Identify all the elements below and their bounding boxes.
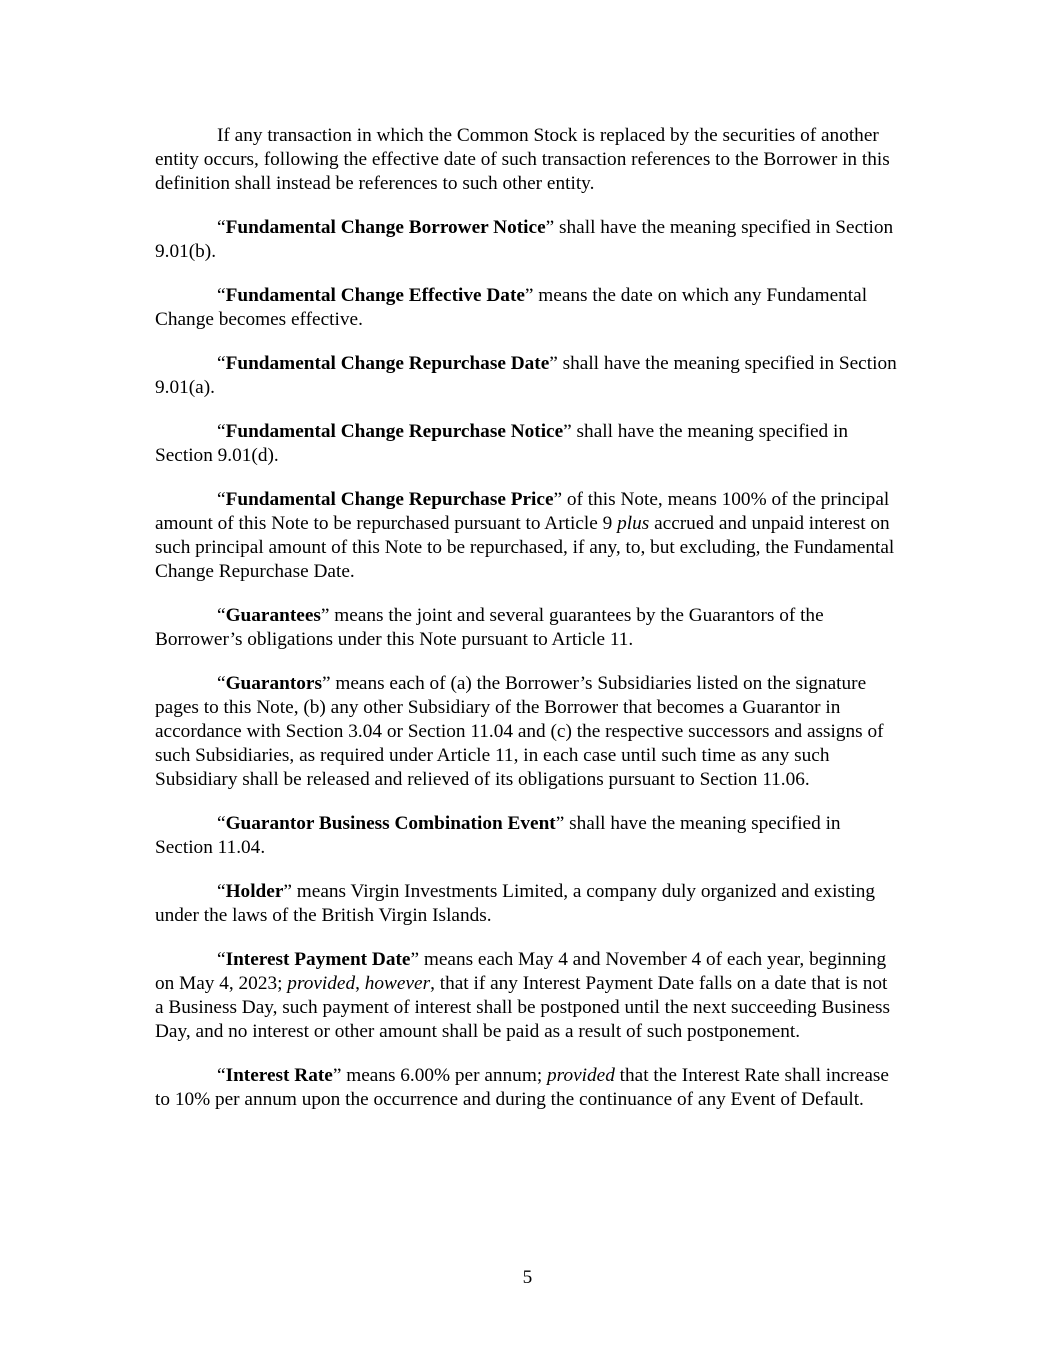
defined-term: Fundamental Change Effective Date: [225, 285, 525, 306]
emphasis-text: provided: [287, 973, 356, 994]
open-quote: “: [217, 1065, 226, 1086]
paragraph-text: If any transaction in which the Common Stock is replaced by the securities of another entity occurs, following the effective date of such transaction references to the Borrower in this definition shall instead be references to such other entity.: [155, 125, 890, 194]
definition-text: ” means each May 4 and November 4 of each year, beginning on May 4, 2023;: [155, 949, 887, 994]
definition-text: ” means 6.00% per annum;: [332, 1065, 548, 1086]
defined-term: Interest Rate: [225, 1065, 333, 1086]
definition-text: ” shall have the meaning specified in Section 9.01(d).: [155, 421, 849, 466]
open-quote: “: [217, 421, 226, 442]
definition-text: ,: [355, 973, 365, 994]
definition-text: ” shall have the meaning specified in Section 11.04.: [155, 813, 841, 858]
paragraph-common-stock-replacement: [155, 124, 900, 196]
defined-term: Guarantors: [225, 673, 322, 694]
definition-fundamental-change-repurchase-date: [155, 352, 900, 400]
defined-term: Guarantor Business Combination Event: [225, 813, 556, 834]
open-quote: “: [217, 489, 226, 510]
defined-term: Fundamental Change Repurchase Notice: [225, 421, 564, 442]
definition-text: ” shall have the meaning specified in Section 9.01(a).: [155, 353, 897, 398]
definition-fundamental-change-borrower-notice: [155, 216, 900, 264]
definition-interest-rate: [155, 1064, 900, 1112]
definition-text: , that if any Interest Payment Date falls on a date that is not a Business Day, such payment of interest shall be postponed until the next succeeding Business Day, and no interest or other amount shall be paid as a result of such postponement.: [155, 973, 891, 1042]
definition-holder: [155, 880, 900, 928]
document-body: [155, 124, 900, 1132]
definition-text: ” means the date on which any Fundamental Change becomes effective.: [155, 285, 868, 330]
open-quote: “: [217, 813, 226, 834]
page-number: 5: [522, 1267, 533, 1288]
definition-fundamental-change-effective-date: [155, 284, 900, 332]
definition-text: that the Interest Rate shall increase to 10% per annum upon the occurrence and during the continuance of any Event of Default.: [155, 1065, 889, 1110]
definition-guarantees: [155, 604, 900, 652]
open-quote: “: [217, 285, 226, 306]
defined-term: Fundamental Change Borrower Notice: [225, 217, 546, 238]
definition-text: ” means each of (a) the Borrower’s Subsidiaries listed on the signature pages to this Note, (b) any other Subsidiary of the Borrower that becomes a Guarantor in accordance with Section 3.04 or Section 11.04 and (c) the respective successors and assigns of such Subsidiaries, as required under Article 11, in each case until such time as any such Subsidiary shall be released and relieved of its obligations pursuant to Section 11.06.: [155, 673, 884, 790]
open-quote: “: [217, 881, 226, 902]
definition-fundamental-change-repurchase-notice: [155, 420, 900, 468]
definition-interest-payment-date: [155, 948, 900, 1044]
definition-fundamental-change-repurchase-price: [155, 488, 900, 584]
open-quote: “: [217, 217, 226, 238]
open-quote: “: [217, 949, 226, 970]
defined-term: Fundamental Change Repurchase Price: [225, 489, 554, 510]
open-quote: “: [217, 605, 226, 626]
definition-text: ” means Virgin Investments Limited, a company duly organized and existing under the laws of the British Virgin Islands.: [155, 881, 876, 926]
definition-guarantors: [155, 672, 900, 792]
emphasis-text: however: [364, 973, 431, 994]
defined-term: Holder: [225, 881, 284, 902]
definition-text: accrued and unpaid interest on such principal amount of this Note to be repurchased, if any, to, but excluding, the Fundamental Change Repurchase Date.: [155, 513, 895, 582]
definition-text: ” shall have the meaning specified in Section 9.01(b).: [155, 217, 894, 262]
defined-term: Fundamental Change Repurchase Date: [225, 353, 550, 374]
emphasis-text: plus: [617, 513, 650, 534]
open-quote: “: [217, 353, 226, 374]
defined-term: Interest Payment Date: [225, 949, 411, 970]
open-quote: “: [217, 673, 226, 694]
definition-text: ” of this Note, means 100% of the principal amount of this Note to be repurchased pursuant to Article 9: [155, 489, 890, 534]
defined-term: Guarantees: [225, 605, 321, 626]
emphasis-text: provided: [547, 1065, 615, 1086]
definition-guarantor-business-combination-event: [155, 812, 900, 860]
definition-text: ” means the joint and several guarantees by the Guarantors of the Borrower’s obligations under this Note pursuant to Article 11.: [155, 605, 824, 650]
